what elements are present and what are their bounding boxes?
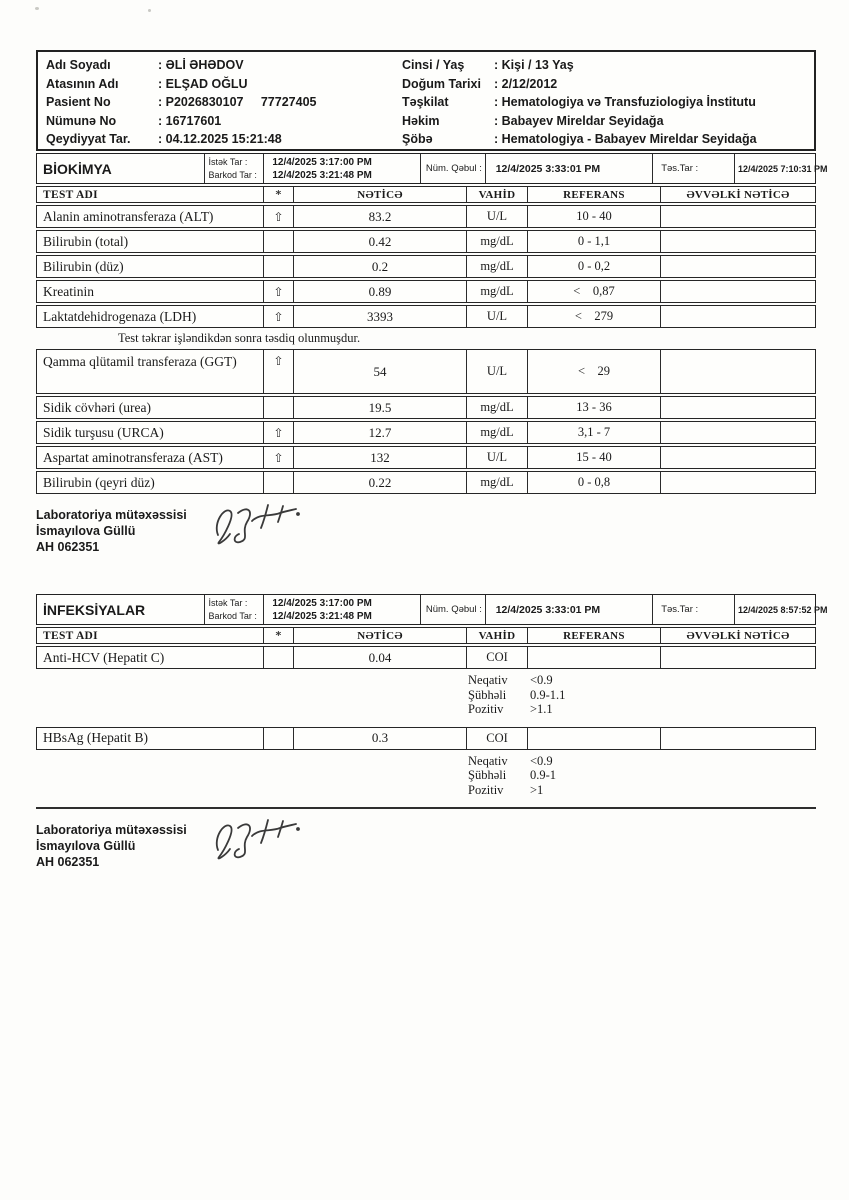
field-value: : ELŞAD OĞLU xyxy=(158,76,248,91)
unit-value: mg/dL xyxy=(466,256,527,277)
reference-range xyxy=(527,728,660,749)
result-value: 0.2 xyxy=(293,256,466,277)
tesdiq-label: Təs.Tar : xyxy=(652,595,734,624)
test-name: Bilirubin (düz) xyxy=(43,258,124,274)
result-value: 54 xyxy=(293,350,466,393)
field-label: Doğum Tarixi xyxy=(402,76,481,91)
unit-value: U/L xyxy=(466,206,527,227)
table-header-row xyxy=(36,627,816,644)
patient-info-left xyxy=(46,56,402,147)
unit-value: mg/dL xyxy=(466,397,527,418)
reference-range: 10 - 40 xyxy=(527,206,660,227)
table-row xyxy=(36,646,816,669)
col-previous: ƏVVƏLKİ NƏTİCƏ xyxy=(660,187,815,202)
interp-value: <0.9 xyxy=(530,673,553,687)
istek-value: 12/4/2025 3:17:00 PM xyxy=(272,597,372,609)
field-label: Nümunə No xyxy=(46,113,117,128)
unit-value: mg/dL xyxy=(466,231,527,252)
flag-cell xyxy=(263,231,293,252)
reference-range xyxy=(527,647,660,668)
field-value: : Hematologiya - Babayev Mireldar Seyidağa xyxy=(494,132,757,146)
reference-range: 0 - 0,2 xyxy=(527,256,660,277)
high-flag-icon: ⇧ xyxy=(263,447,293,468)
previous-result xyxy=(660,728,815,749)
reference-range: < 0,87 xyxy=(527,281,660,302)
interpretation-notes xyxy=(36,669,816,725)
table-row xyxy=(36,396,816,419)
high-flag-icon: ⇧ xyxy=(263,306,293,327)
specialist-id: AH 062351 xyxy=(36,540,100,554)
col-flag: * xyxy=(263,628,293,643)
test-name: Sidik cövhəri (urea) xyxy=(43,399,151,415)
interp-value: 0.9-1 xyxy=(530,768,557,782)
qebul-value: 12/4/2025 3:33:01 PM xyxy=(485,595,653,624)
field-value: : P2026830107 77727405 xyxy=(158,95,317,109)
field-value: : Hematologiya və Transfuziologiya İnstitutu xyxy=(494,95,756,109)
istek-label: İstək Tar : xyxy=(208,157,248,167)
table-row xyxy=(36,205,816,228)
previous-result xyxy=(660,397,815,418)
interp-label: Şübhəli xyxy=(468,687,507,702)
specialist-id: AH 062351 xyxy=(36,855,100,869)
interp-value: 0.9-1.1 xyxy=(530,687,566,702)
field-label: Qeydiyyat Tar. xyxy=(46,132,131,146)
high-flag-icon: ⇧ xyxy=(263,422,293,443)
col-result: NƏTİCƏ xyxy=(293,187,466,202)
col-test-name: TEST ADI xyxy=(43,629,98,642)
result-value: 3393 xyxy=(293,306,466,327)
col-unit: VAHİD xyxy=(466,187,527,202)
result-value: 83.2 xyxy=(293,206,466,227)
result-value: 19.5 xyxy=(293,397,466,418)
table-row xyxy=(36,349,816,394)
istek-value: 12/4/2025 3:17:00 PM xyxy=(272,156,372,168)
interp-value: >1 xyxy=(530,782,544,797)
field-value: : 16717601 xyxy=(158,113,222,128)
tesdiq-label: Təs.Tar : xyxy=(652,154,734,183)
test-name: Sidik turşusu (URCA) xyxy=(43,424,164,440)
unit-value: mg/dL xyxy=(466,472,527,493)
request-date-labels xyxy=(204,154,264,183)
signature-block xyxy=(36,822,816,880)
result-value: 0.22 xyxy=(293,472,466,493)
request-date-values xyxy=(263,154,420,183)
previous-result xyxy=(660,422,815,443)
test-name: HBsAg (Hepatit B) xyxy=(43,730,148,745)
flag-cell xyxy=(263,647,293,668)
istek-label: İstək Tar : xyxy=(208,598,248,608)
previous-result xyxy=(660,472,815,493)
field-value: : Kişi / 13 Yaş xyxy=(494,58,574,72)
table-row xyxy=(36,230,816,253)
qebul-label: Nüm. Qəbul : xyxy=(420,595,485,624)
field-label: Adı Soyadı xyxy=(46,58,111,72)
unit-value: U/L xyxy=(466,350,527,393)
interp-label: Pozitiv xyxy=(468,702,504,716)
col-referans: REFERANS xyxy=(527,187,660,202)
patient-info-right xyxy=(402,56,808,147)
previous-result xyxy=(660,350,815,393)
interp-label: Şübhəli xyxy=(468,768,507,782)
field-label: Cinsi / Yaş xyxy=(402,58,465,72)
field-value: : 04.12.2025 15:21:48 xyxy=(158,132,282,146)
flag-cell xyxy=(263,256,293,277)
result-value: 0.04 xyxy=(293,647,466,668)
high-flag-icon: ⇧ xyxy=(263,206,293,227)
qebul-value: 12/4/2025 3:33:01 PM xyxy=(485,154,653,183)
table-row xyxy=(36,255,816,278)
table-row xyxy=(36,471,816,494)
test-name: Bilirubin (total) xyxy=(43,233,129,249)
test-name: Kreatinin xyxy=(43,283,94,299)
test-name: Alanin aminotransferaza (ALT) xyxy=(43,208,214,224)
test-name: Laktatdehidrogenaza (LDH) xyxy=(43,308,197,324)
qebul-label: Nüm. Qəbul : xyxy=(420,154,485,183)
field-label: Şöbə xyxy=(402,132,433,146)
previous-result xyxy=(660,447,815,468)
barkod-label: Barkod Tar : xyxy=(208,610,257,621)
section-header-infeksiyalar xyxy=(36,594,828,625)
section-divider xyxy=(36,807,816,809)
scan-artifact xyxy=(35,7,39,10)
test-name: Aspartat aminotransferaza (AST) xyxy=(43,449,223,465)
col-test-name: TEST ADI xyxy=(43,188,98,201)
result-value: 0.42 xyxy=(293,231,466,252)
request-date-values xyxy=(263,595,420,624)
high-flag-icon: ⇧ xyxy=(263,281,293,302)
reference-range: < 279 xyxy=(527,306,660,327)
signature-block xyxy=(36,507,816,565)
col-previous: ƏVVƏLKİ NƏTİCƏ xyxy=(660,628,815,643)
previous-result xyxy=(660,231,815,252)
col-unit: VAHİD xyxy=(466,628,527,643)
result-value: 0.89 xyxy=(293,281,466,302)
table-header-row xyxy=(36,186,816,203)
tesdiq-value: 12/4/2025 7:10:31 PM xyxy=(734,154,815,183)
previous-result xyxy=(660,206,815,227)
reference-range: 13 - 36 xyxy=(527,397,660,418)
previous-result xyxy=(660,306,815,327)
previous-result xyxy=(660,647,815,668)
interp-value: >1.1 xyxy=(530,702,553,716)
table-row xyxy=(36,727,816,750)
scan-artifact xyxy=(148,9,151,12)
specialist-name: İsmayılova Güllü xyxy=(36,524,136,538)
patient-info-box xyxy=(36,50,816,151)
signature-scribble xyxy=(208,816,304,868)
result-value: 132 xyxy=(293,447,466,468)
field-label: Atasının Adı xyxy=(46,76,119,91)
high-flag-icon: ⇧ xyxy=(263,350,293,393)
col-flag: * xyxy=(263,187,293,202)
result-value: 0.3 xyxy=(293,728,466,749)
section-header-biokimya xyxy=(36,153,828,184)
section-title: BİOKİMYA xyxy=(43,160,112,177)
interp-label: Neqativ xyxy=(468,753,508,768)
field-value: : Babayev Mireldar Seyidağa xyxy=(494,113,664,128)
unit-value: U/L xyxy=(466,447,527,468)
table-row xyxy=(36,305,816,328)
field-label: Təşkilat xyxy=(402,95,449,109)
test-name: Bilirubin (qeyri düz) xyxy=(43,474,155,490)
unit-value: U/L xyxy=(466,306,527,327)
unit-value: COI xyxy=(466,647,527,668)
signature-scribble xyxy=(208,501,304,553)
interp-label: Neqativ xyxy=(468,673,508,687)
field-label: Həkim xyxy=(402,113,440,128)
field-label: Pasient No xyxy=(46,95,111,109)
previous-result xyxy=(660,281,815,302)
reference-range: 3,1 - 7 xyxy=(527,422,660,443)
table-row xyxy=(36,421,816,444)
reference-range: < 29 xyxy=(527,350,660,393)
section-title: İNFEKSİYALAR xyxy=(43,601,146,618)
test-name: Anti-HCV (Hepatit C) xyxy=(43,649,165,665)
table-row xyxy=(36,446,816,469)
barkod-value: 12/4/2025 3:21:48 PM xyxy=(272,169,372,181)
field-value: : 2/12/2012 xyxy=(494,76,558,91)
specialist-role: Laboratoriya mütəxəssisi xyxy=(36,508,187,522)
barkod-value: 12/4/2025 3:21:48 PM xyxy=(272,610,372,622)
unit-value: COI xyxy=(466,728,527,749)
tesdiq-value: 12/4/2025 8:57:52 PM xyxy=(734,595,815,624)
previous-result xyxy=(660,256,815,277)
barkod-label: Barkod Tar : xyxy=(208,169,257,180)
reference-range: 0 - 0,8 xyxy=(527,472,660,493)
interp-value: <0.9 xyxy=(530,753,553,768)
repeat-confirmation-note: Test təkrar işləndikdən sonra təsdiq olunmuşdur. xyxy=(118,331,361,345)
table-row xyxy=(36,280,816,303)
col-referans: REFERANS xyxy=(527,628,660,643)
unit-value: mg/dL xyxy=(466,422,527,443)
unit-value: mg/dL xyxy=(466,281,527,302)
specialist-name: İsmayılova Güllü xyxy=(36,839,136,853)
reference-range: 15 - 40 xyxy=(527,447,660,468)
flag-cell xyxy=(263,728,293,749)
reference-range: 0 - 1,1 xyxy=(527,231,660,252)
col-result: NƏTİCƏ xyxy=(293,628,466,643)
field-value: : ƏLİ ƏHƏDOV xyxy=(158,58,244,72)
interp-label: Pozitiv xyxy=(468,782,504,797)
flag-cell xyxy=(263,397,293,418)
request-date-labels xyxy=(204,595,264,624)
interpretation-notes xyxy=(36,750,816,806)
test-name: Qamma qlütamil transferaza (GGT) xyxy=(43,354,237,369)
flag-cell xyxy=(263,472,293,493)
result-value: 12.7 xyxy=(293,422,466,443)
specialist-role: Laboratoriya mütəxəssisi xyxy=(36,823,187,837)
